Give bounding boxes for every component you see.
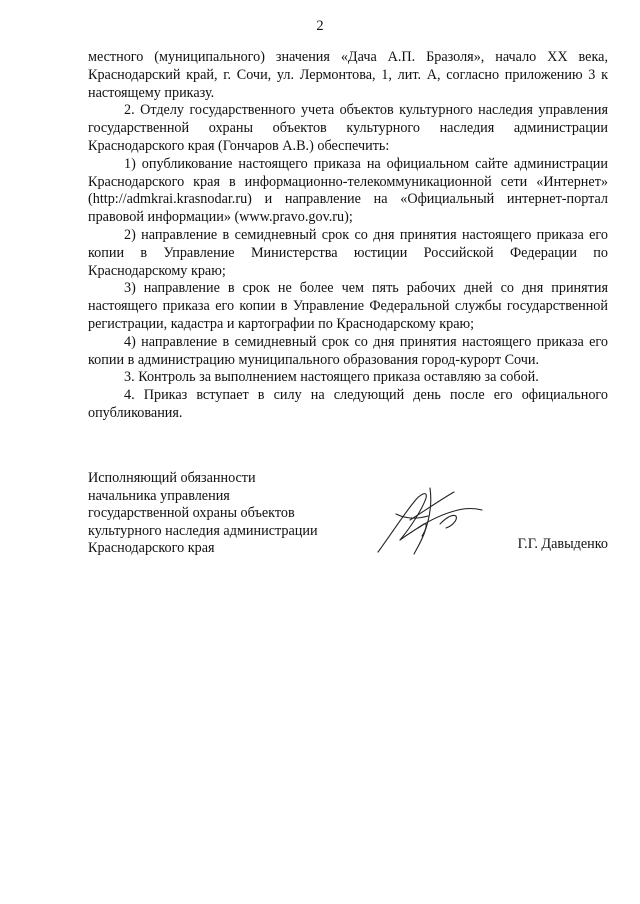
paragraph-subitem-2: 2) направление в семидневный срок со дня принятия настоящего приказа его копии в Управление Министерства юстиции Российской Федерации по Краснодарскому краю; bbox=[88, 226, 608, 279]
signatory-name: Г.Г. Давыденко bbox=[517, 536, 608, 552]
signatory-title-line: начальника управления bbox=[88, 487, 230, 504]
paragraph-item-4: 4. Приказ вступает в силу на следующий день после его официального опубликования. bbox=[88, 387, 608, 421]
document-body bbox=[88, 49, 608, 423]
handwritten-signature bbox=[370, 484, 490, 556]
page-number: 2 bbox=[316, 18, 324, 34]
signatory-title-line: Исполняющий обязанности bbox=[88, 470, 256, 486]
paragraph-item-3: 3. Контроль за выполнением настоящего приказа оставляю за собой. bbox=[124, 369, 539, 386]
paragraph-subitem-4: 4) направление в семидневный срок со дня принятия настоящего приказа его копии в администрацию муниципального образования город-курорт Сочи. bbox=[88, 333, 608, 368]
signatory-title-line: Краснодарского края bbox=[88, 540, 215, 557]
signatory-title-line: культурного наследия администрации bbox=[88, 522, 318, 539]
paragraph-item-2: 2. Отделу государственного учета объектов культурного наследия управления государственной охраны объектов культурного наследия администрации Краснодарского края (Гончаров А.В.) обеспечить: bbox=[88, 102, 608, 154]
signatory-title-line: государственной охраны объектов bbox=[88, 505, 295, 522]
signature-block bbox=[88, 470, 608, 558]
paragraph-subitem-1: 1) опубликование настоящего приказа на официальном сайте администрации Краснодарского края в информационно-телекоммуникационной сети «Интернет» (http://admkrai.krasnodar.ru) и направление на «Официальный интернет-портал правовой информации» (www.pravo.gov.ru); bbox=[88, 155, 608, 226]
paragraph-continuation: местного (муниципального) значения «Дача А.П. Бразоля», начало XX века, Краснодарский край, г. Сочи, ул. Лермонтова, 1, лит. А, согласно приложению 3 к настоящему приказу. bbox=[88, 49, 608, 101]
paragraph-subitem-3: 3) направление в срок не более чем пять рабочих дней со дня принятия настоящего приказа его копии в Управление Федеральной службы государственной регистрации, кадастра и картографии по Краснодарскому краю; bbox=[88, 280, 608, 332]
